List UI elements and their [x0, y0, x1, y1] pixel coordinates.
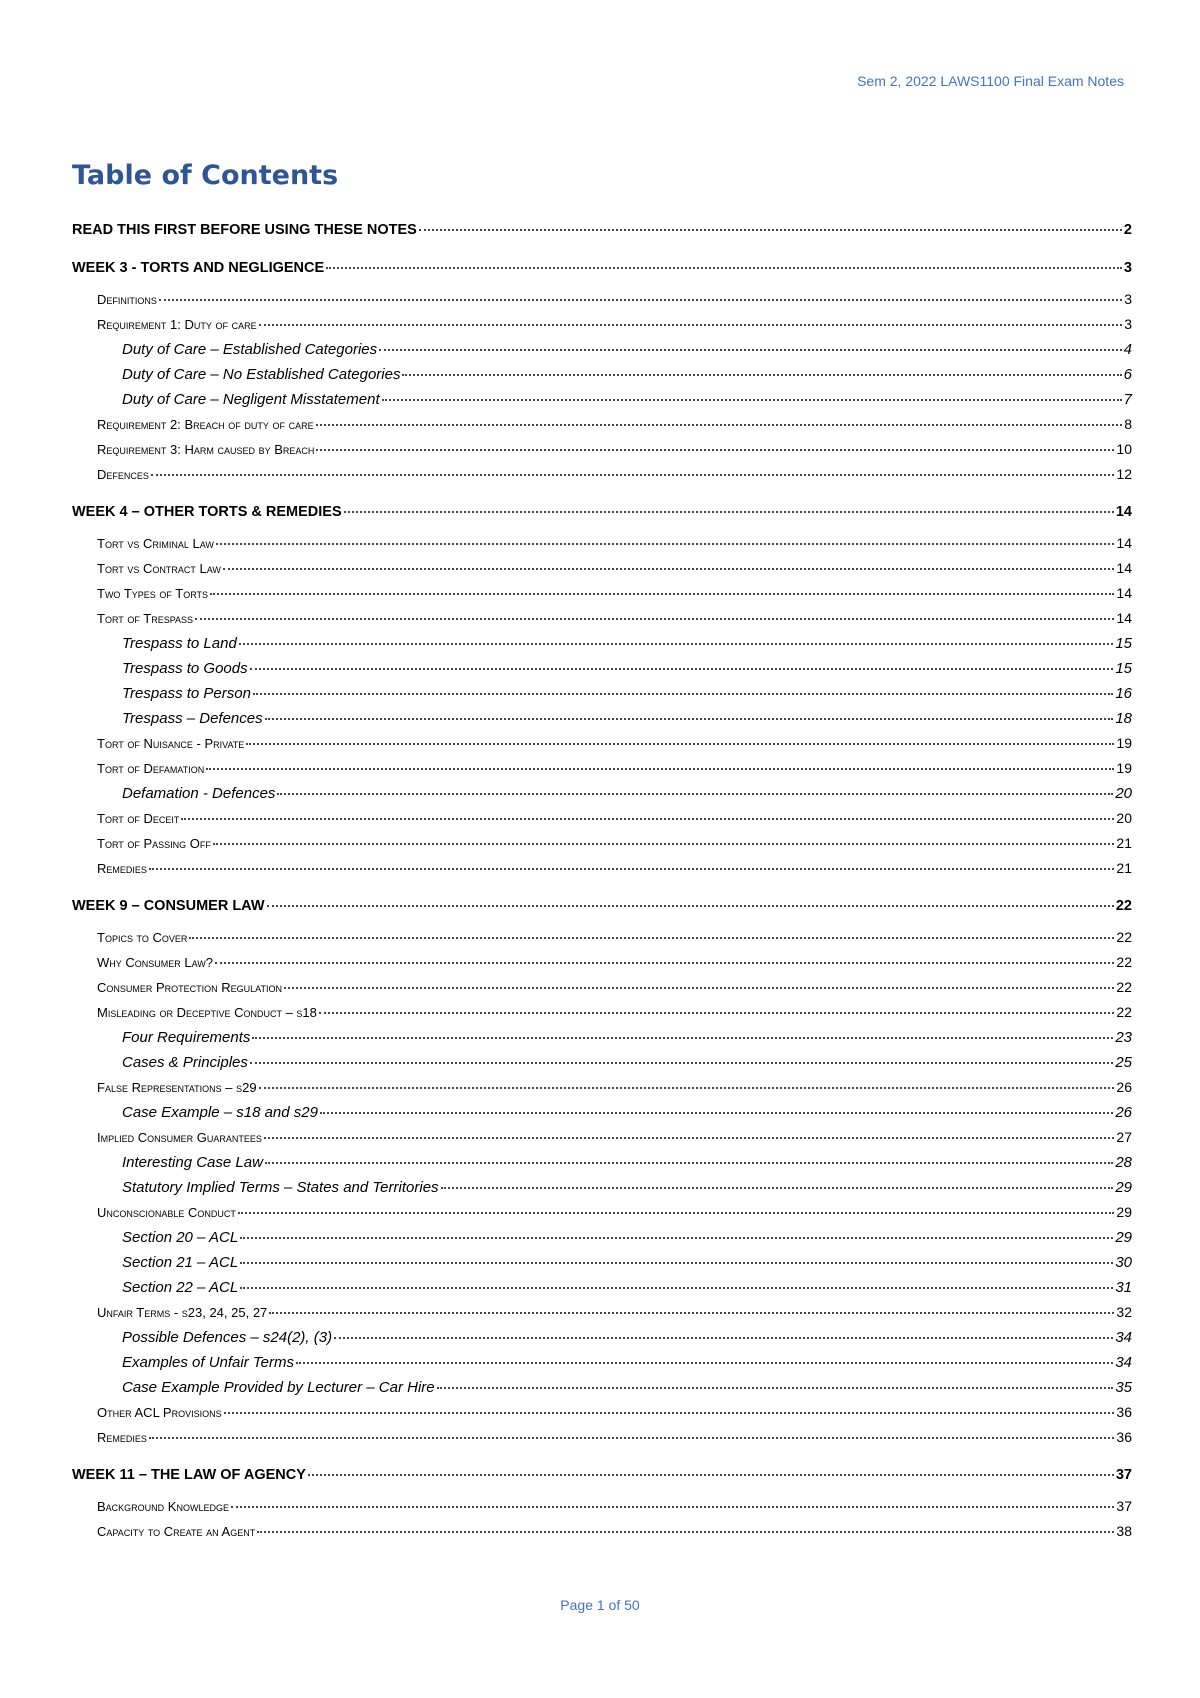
- toc-entry[interactable]: [72, 831, 1132, 856]
- toc-dot-leader: [265, 1161, 1113, 1164]
- table-of-contents: [72, 218, 1132, 1544]
- toc-entry[interactable]: [72, 500, 1132, 525]
- toc-entry[interactable]: [72, 1025, 1132, 1050]
- toc-entry-page-number: 32: [1116, 1304, 1132, 1320]
- toc-entry-page-number: 22: [1116, 1004, 1132, 1020]
- toc-entry[interactable]: [72, 894, 1132, 919]
- toc-dot-leader: [246, 742, 1114, 745]
- toc-entry[interactable]: [72, 1275, 1132, 1300]
- toc-dot-leader: [320, 1111, 1113, 1114]
- toc-entry[interactable]: [72, 312, 1132, 337]
- toc-entry-page-number: 19: [1116, 760, 1132, 776]
- toc-entry[interactable]: [72, 856, 1132, 881]
- toc-dot-leader: [240, 1236, 1113, 1239]
- toc-entry[interactable]: [72, 387, 1132, 412]
- toc-entry-title: Trespass to Land: [122, 635, 237, 652]
- toc-entry-title: Section 22 – ACL: [122, 1279, 239, 1296]
- toc-entry-title: Trespass to Person: [122, 685, 251, 702]
- toc-entry[interactable]: [72, 218, 1132, 243]
- toc-entry-title: Requirement 2: Breach of duty of care: [97, 417, 314, 432]
- toc-dot-leader: [195, 617, 1114, 620]
- toc-entry-title: Unconscionable Conduct: [97, 1205, 236, 1220]
- toc-entry-title: Tort of Trespass: [97, 611, 194, 626]
- toc-entry-title: Other ACL Provisions: [97, 1405, 222, 1420]
- toc-entry-title: Trespass to Goods: [122, 660, 248, 677]
- toc-dot-leader: [379, 348, 1122, 351]
- toc-entry[interactable]: [72, 656, 1132, 681]
- toc-entry[interactable]: [72, 1000, 1132, 1025]
- toc-entry-title: Remedies: [97, 1430, 147, 1445]
- page-title: Table of Contents: [72, 160, 339, 191]
- toc-entry-page-number: 26: [1116, 1079, 1132, 1095]
- toc-entry[interactable]: [72, 731, 1132, 756]
- toc-entry-title: Statutory Implied Terms – States and Territories: [122, 1179, 439, 1196]
- toc-entry[interactable]: [72, 1463, 1132, 1488]
- toc-dot-leader: [382, 398, 1122, 401]
- toc-entry[interactable]: [72, 1300, 1132, 1325]
- toc-dot-leader: [216, 542, 1115, 545]
- toc-dot-leader: [259, 1086, 1115, 1089]
- toc-entry[interactable]: [72, 287, 1132, 312]
- toc-dot-leader: [264, 1136, 1115, 1139]
- toc-entry-page-number: 22: [1116, 954, 1132, 970]
- toc-entry-page-number: 2: [1123, 222, 1132, 238]
- toc-entry-page-number: 6: [1123, 366, 1132, 383]
- toc-entry-title: Topics to Cover: [97, 930, 188, 945]
- toc-dot-leader: [213, 842, 1115, 845]
- toc-dot-leader: [259, 323, 1123, 326]
- toc-dot-leader: [224, 1411, 1115, 1414]
- toc-entry[interactable]: [72, 1225, 1132, 1250]
- toc-entry-page-number: 8: [1124, 416, 1132, 432]
- toc-entry[interactable]: [72, 1125, 1132, 1150]
- toc-dot-leader: [419, 228, 1122, 231]
- toc-entry-title: Examples of Unfair Terms: [122, 1354, 295, 1371]
- toc-dot-leader: [344, 510, 1114, 513]
- toc-dot-leader: [181, 817, 1114, 820]
- page-header: Sem 2, 2022 LAWS1100 Final Exam Notes: [857, 73, 1124, 89]
- toc-dot-leader: [149, 1436, 1115, 1439]
- toc-dot-leader: [252, 1036, 1113, 1039]
- toc-entry[interactable]: [72, 781, 1132, 806]
- toc-entry-page-number: 23: [1115, 1029, 1132, 1046]
- toc-dot-leader: [215, 961, 1114, 964]
- toc-entry-page-number: 3: [1124, 291, 1132, 307]
- toc-entry[interactable]: [72, 462, 1132, 487]
- toc-entry-title: Section 20 – ACL: [122, 1229, 239, 1246]
- toc-entry[interactable]: [72, 756, 1132, 781]
- toc-entry[interactable]: [72, 1075, 1132, 1100]
- toc-entry-page-number: 34: [1115, 1354, 1132, 1371]
- toc-entry-page-number: 35: [1115, 1379, 1132, 1396]
- toc-entry[interactable]: [72, 706, 1132, 731]
- toc-entry-page-number: 14: [1116, 585, 1132, 601]
- toc-entry[interactable]: [72, 337, 1132, 362]
- toc-entry-title: Tort of Passing Off: [97, 836, 211, 851]
- toc-dot-leader: [267, 904, 1114, 907]
- toc-entry-page-number: 19: [1116, 735, 1132, 751]
- toc-entry[interactable]: [72, 256, 1132, 281]
- toc-entry-title: WEEK 4 – OTHER TORTS & REMEDIES: [72, 504, 342, 520]
- toc-dot-leader: [316, 448, 1114, 451]
- toc-entry-page-number: 7: [1123, 391, 1132, 408]
- toc-entry-title: Unfair Terms - s23, 24, 25, 27: [97, 1305, 268, 1320]
- toc-dot-leader: [441, 1186, 1114, 1189]
- toc-entry-title: Implied Consumer Guarantees: [97, 1130, 262, 1145]
- toc-entry[interactable]: [72, 1050, 1132, 1075]
- toc-entry-title: Duty of Care – No Established Categories: [122, 366, 401, 383]
- toc-entry[interactable]: [72, 806, 1132, 831]
- toc-entry-page-number: 30: [1115, 1254, 1132, 1271]
- toc-entry-title: WEEK 9 – CONSUMER LAW: [72, 898, 265, 914]
- toc-entry-page-number: 18: [1115, 710, 1132, 727]
- toc-entry-page-number: 37: [1116, 1498, 1132, 1514]
- toc-dot-leader: [250, 667, 1114, 670]
- toc-dot-leader: [402, 373, 1121, 376]
- toc-dot-leader: [326, 266, 1122, 269]
- toc-dot-leader: [296, 1361, 1113, 1364]
- toc-entry[interactable]: [72, 606, 1132, 631]
- toc-entry-title: WEEK 3 - TORTS AND NEGLIGENCE: [72, 260, 325, 276]
- toc-dot-leader: [265, 717, 1114, 720]
- toc-entry-title: Defamation - Defences: [122, 785, 276, 802]
- toc-entry-title: Definitions: [97, 292, 157, 307]
- toc-entry-title: False Representations – s29: [97, 1080, 257, 1095]
- toc-entry-page-number: 22: [1116, 929, 1132, 945]
- toc-entry-title: READ THIS FIRST BEFORE USING THESE NOTES: [72, 222, 417, 238]
- toc-entry-page-number: 20: [1116, 810, 1132, 826]
- toc-entry-title: Capacity to Create an Agent: [97, 1524, 256, 1539]
- toc-entry-title: Cases & Principles: [122, 1054, 248, 1071]
- toc-entry[interactable]: [72, 631, 1132, 656]
- toc-entry-page-number: 37: [1115, 1467, 1132, 1483]
- toc-entry-page-number: 28: [1115, 1154, 1132, 1171]
- toc-entry-title: Case Example – s18 and s29: [122, 1104, 318, 1121]
- toc-entry-title: Background Knowledge: [97, 1499, 229, 1514]
- toc-dot-leader: [240, 1261, 1113, 1264]
- toc-entry-page-number: 31: [1115, 1279, 1132, 1296]
- toc-entry-page-number: 25: [1115, 1054, 1132, 1071]
- toc-dot-leader: [257, 1530, 1114, 1533]
- toc-entry[interactable]: [72, 681, 1132, 706]
- toc-dot-leader: [316, 423, 1123, 426]
- toc-entry-page-number: 4: [1123, 341, 1132, 358]
- toc-dot-leader: [277, 792, 1113, 795]
- toc-entry-title: Two Types of Torts: [97, 586, 209, 601]
- toc-entry-title: Tort vs Criminal Law: [97, 536, 214, 551]
- toc-entry[interactable]: [72, 950, 1132, 975]
- toc-entry-page-number: 14: [1115, 504, 1132, 520]
- toc-entry-page-number: 15: [1115, 660, 1132, 677]
- toc-entry-page-number: 34: [1115, 1329, 1132, 1346]
- toc-entry-title: Consumer Protection Regulation: [97, 980, 283, 995]
- toc-entry[interactable]: [72, 581, 1132, 606]
- toc-entry-page-number: 16: [1115, 685, 1132, 702]
- toc-dot-leader: [284, 986, 1114, 989]
- toc-dot-leader: [437, 1386, 1114, 1389]
- toc-entry[interactable]: [72, 925, 1132, 950]
- toc-entry-title: Requirement 1: Duty of care: [97, 317, 257, 332]
- toc-entry-page-number: 14: [1116, 535, 1132, 551]
- toc-dot-leader: [206, 767, 1114, 770]
- toc-entry[interactable]: [72, 1325, 1132, 1350]
- toc-entry-title: Duty of Care – Negligent Misstatement: [122, 391, 380, 408]
- page-footer: Page 1 of 50: [560, 1597, 640, 1613]
- toc-dot-leader: [159, 298, 1122, 301]
- toc-entry[interactable]: [72, 1175, 1132, 1200]
- toc-dot-leader: [151, 473, 1115, 476]
- toc-entry-title: Interesting Case Law: [122, 1154, 263, 1171]
- toc-entry[interactable]: [72, 1150, 1132, 1175]
- toc-entry-title: Duty of Care – Established Categories: [122, 341, 378, 358]
- toc-entry-page-number: 22: [1116, 979, 1132, 995]
- toc-dot-leader: [269, 1311, 1114, 1314]
- toc-entry-title: Defences: [97, 467, 149, 482]
- toc-dot-leader: [238, 1211, 1115, 1214]
- toc-entry[interactable]: [72, 412, 1132, 437]
- toc-entry[interactable]: [72, 1425, 1132, 1450]
- toc-entry-page-number: 38: [1116, 1523, 1132, 1539]
- toc-entry-title: Why Consumer Law?: [97, 955, 214, 970]
- toc-dot-leader: [210, 592, 1114, 595]
- toc-entry-page-number: 36: [1116, 1429, 1132, 1445]
- toc-entry[interactable]: [72, 1375, 1132, 1400]
- toc-entry-title: Tort vs Contract Law: [97, 561, 221, 576]
- toc-entry[interactable]: [72, 1350, 1132, 1375]
- toc-entry[interactable]: [72, 1519, 1132, 1544]
- toc-entry-page-number: 10: [1116, 441, 1132, 457]
- toc-entry-title: Tort of Defamation: [97, 761, 205, 776]
- toc-entry-title: Tort of Deceit: [97, 811, 180, 826]
- toc-dot-leader: [319, 1011, 1115, 1014]
- toc-entry-title: Possible Defences – s24(2), (3): [122, 1329, 333, 1346]
- toc-entry-page-number: 14: [1116, 560, 1132, 576]
- toc-entry-title: Case Example Provided by Lecturer – Car Hire: [122, 1379, 435, 1396]
- toc-entry-page-number: 29: [1116, 1204, 1132, 1220]
- toc-entry[interactable]: [72, 1494, 1132, 1519]
- toc-entry[interactable]: [72, 975, 1132, 1000]
- toc-dot-leader: [239, 642, 1114, 645]
- toc-entry-page-number: 29: [1115, 1179, 1132, 1196]
- toc-entry-page-number: 26: [1115, 1104, 1132, 1121]
- toc-dot-leader: [240, 1286, 1113, 1289]
- toc-entry[interactable]: [72, 531, 1132, 556]
- toc-entry-page-number: 27: [1116, 1129, 1132, 1145]
- toc-entry-page-number: 14: [1116, 610, 1132, 626]
- toc-entry-page-number: 36: [1116, 1404, 1132, 1420]
- toc-dot-leader: [253, 692, 1113, 695]
- toc-entry-title: Remedies: [97, 861, 147, 876]
- toc-entry-title: Trespass – Defences: [122, 710, 263, 727]
- toc-entry-page-number: 3: [1124, 316, 1132, 332]
- toc-entry[interactable]: [72, 362, 1132, 387]
- toc-entry[interactable]: [72, 1100, 1132, 1125]
- toc-entry-page-number: 29: [1115, 1229, 1132, 1246]
- toc-entry-page-number: 12: [1116, 466, 1132, 482]
- toc-dot-leader: [231, 1505, 1114, 1508]
- toc-entry-page-number: 15: [1115, 635, 1132, 652]
- toc-entry-title: WEEK 11 – THE LAW OF AGENCY: [72, 1467, 306, 1483]
- toc-entry[interactable]: [72, 1400, 1132, 1425]
- toc-dot-leader: [334, 1336, 1113, 1339]
- toc-entry-page-number: 22: [1115, 898, 1132, 914]
- toc-dot-leader: [189, 936, 1114, 939]
- toc-entry-title: Tort of Nuisance - Private: [97, 736, 245, 751]
- toc-entry-page-number: 20: [1115, 785, 1132, 802]
- toc-entry[interactable]: [72, 556, 1132, 581]
- toc-entry-title: Four Requirements: [122, 1029, 251, 1046]
- toc-entry[interactable]: [72, 437, 1132, 462]
- toc-entry[interactable]: [72, 1250, 1132, 1275]
- toc-entry-title: Requirement 3: Harm caused by Breach: [97, 442, 315, 457]
- toc-dot-leader: [250, 1061, 1113, 1064]
- toc-entry[interactable]: [72, 1200, 1132, 1225]
- toc-dot-leader: [149, 867, 1115, 870]
- toc-entry-page-number: 21: [1116, 860, 1132, 876]
- toc-entry-title: Section 21 – ACL: [122, 1254, 239, 1271]
- toc-entry-page-number: 3: [1123, 260, 1132, 276]
- toc-dot-leader: [223, 567, 1115, 570]
- toc-entry-title: Misleading or Deceptive Conduct – s18: [97, 1005, 317, 1020]
- toc-entry-page-number: 21: [1116, 835, 1132, 851]
- toc-dot-leader: [308, 1473, 1114, 1476]
